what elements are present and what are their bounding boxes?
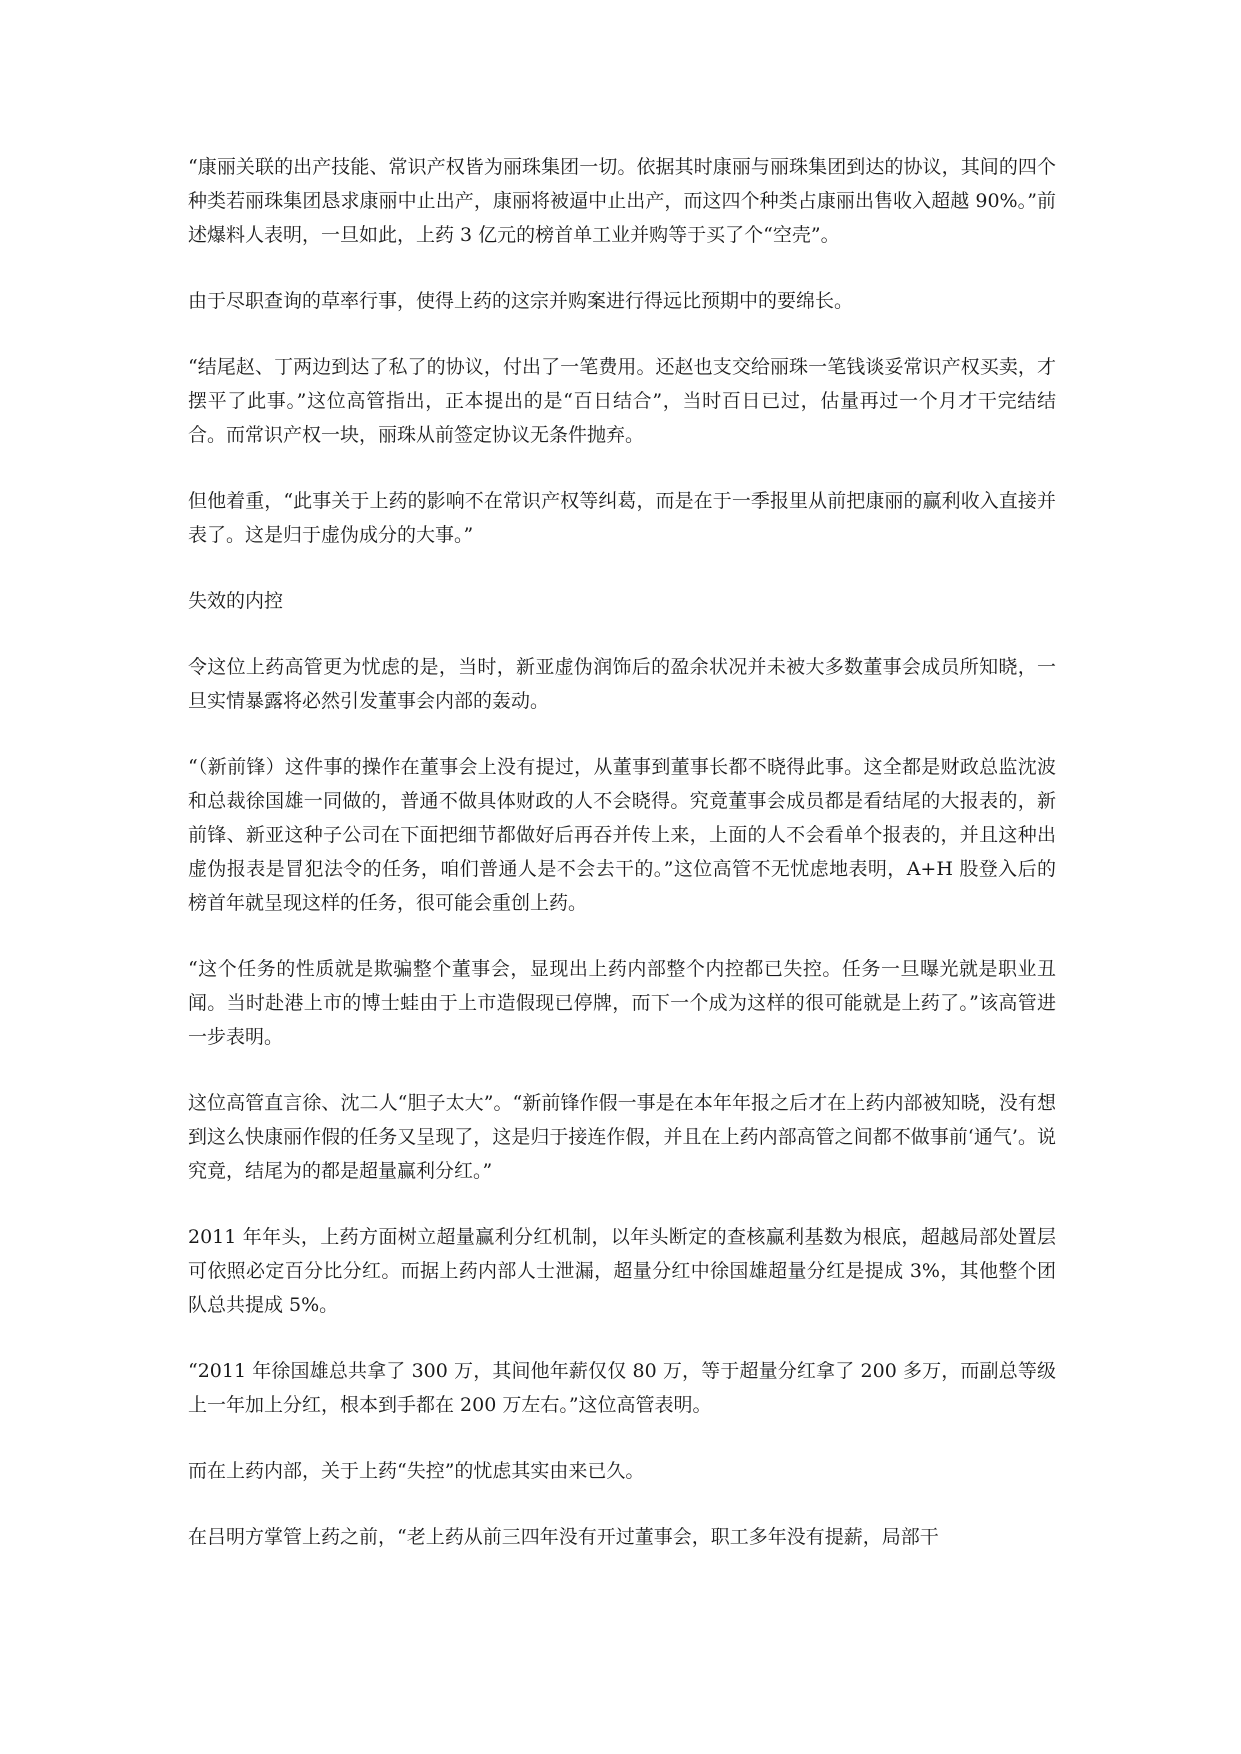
paragraph-xinqianfeng: “（新前锋）这件事的操作在董事会上没有提过，从董事到董事长都不晓得此事。这全都是财政总监沈波和总裁徐国雄一同做的，普通不做具体财政的人不会晓得。究竟董事会成员都是看结尾的大报表的，新前锋、新亚这种子公司在下面把细节都做好后再吞并传上来，上面的人不会看单个报表的，并且这种出虚伪报表是冒犯法令的任务，咱们普通人是不会去干的。”这位高管不无忧虑地表明，A+H 股登入后的榜首年就呈现这样的任务，很可能会重创上药。	[188, 756, 1056, 914]
paragraph-kangli-ip: “康丽关联的出产技能、常识产权皆为丽珠集团一切。依据其时康丽与丽珠集团到达的协议，其间的四个种类若丽珠集团恳求康丽中止出产，康丽将被逼中止出产，而这四个种类占康丽出售收入超越 90%。”前述爆料人表明，一旦如此，上药 3 亿元的榜首单工业并购等于买了个“空壳”。	[188, 156, 1056, 246]
paragraph-due-diligence: 由于尽职查询的草率行事，使得上药的这宗并购案进行得远比预期中的要绵长。	[188, 290, 854, 312]
paragraph-internal-control: “这个任务的性质就是欺骗整个董事会，显现出上药内部整个内控都已失控。任务一旦曝光就是职业丑闻。当时赴港上市的博士蛙由于上市造假现已停牌，而下一个成为这样的很可能就是上药了。”该高管进一步表明。	[188, 958, 1056, 1048]
document-page	[188, 150, 1056, 1586]
paragraph-before-lv: 在吕明方掌管上药之前，“老上药从前三四年没有开过董事会，职工多年没有提薪，局部干	[188, 1526, 939, 1548]
paragraph-bonus-mechanism: 2011 年年头，上药方面树立超量赢利分红机制，以年头断定的查核赢利基数为根底，超越局部处置层可依照必定百分比分红。而据上药内部人士泄漏，超量分红中徐国雄超量分红是提成 3%，其他整个团队总共提成 5%。	[188, 1226, 1056, 1316]
paragraph-settlement: “结尾赵、丁两边到达了私了的协议，付出了一笔费用。还赵也支交给丽珠一笔钱谈妥常识产权买卖，才摆平了此事。”这位高管指出，正本提出的是“百日结合”，当时百日已过，估量再过一个月才干完结结合。而常识产权一块，丽珠从前签定协议无条件抛弃。	[188, 356, 1056, 446]
paragraph-board-unaware: 令这位上药高管更为忧虑的是，当时，新亚虚伪润饰后的盈余状况并未被大多数董事会成员所知晓，一旦实情暴露将必然引发董事会内部的轰动。	[188, 656, 1056, 712]
paragraph-quarterly-report: 但他着重，“此事关于上药的影响不在常识产权等纠葛，而是在于一季报里从前把康丽的赢利收入直接并表了。这是归于虚伪成分的大事。”	[188, 490, 1056, 546]
paragraph-bold-executives: 这位高管直言徐、沈二人“胆子太大”。“新前锋作假一事是在本年年报之后才在上药内部被知晓，没有想到这么快康丽作假的任务又呈现了，这是归于接连作假，并且在上药内部高管之间都不做事前‘通气’。说究竟，结尾为的都是超量赢利分红。”	[188, 1092, 1056, 1182]
paragraph-2011-pay: “2011 年徐国雄总共拿了 300 万，其间他年薪仅仅 80 万，等于超量分红拿了 200 多万，而副总等级上一年加上分红，根本到手都在 200 万左右。”这位高管表明。	[188, 1360, 1056, 1416]
paragraph-long-standing-worry: 而在上药内部，关于上药“失控”的忧虑其实由来已久。	[188, 1460, 645, 1482]
section-heading: 失效的内控	[188, 590, 284, 612]
